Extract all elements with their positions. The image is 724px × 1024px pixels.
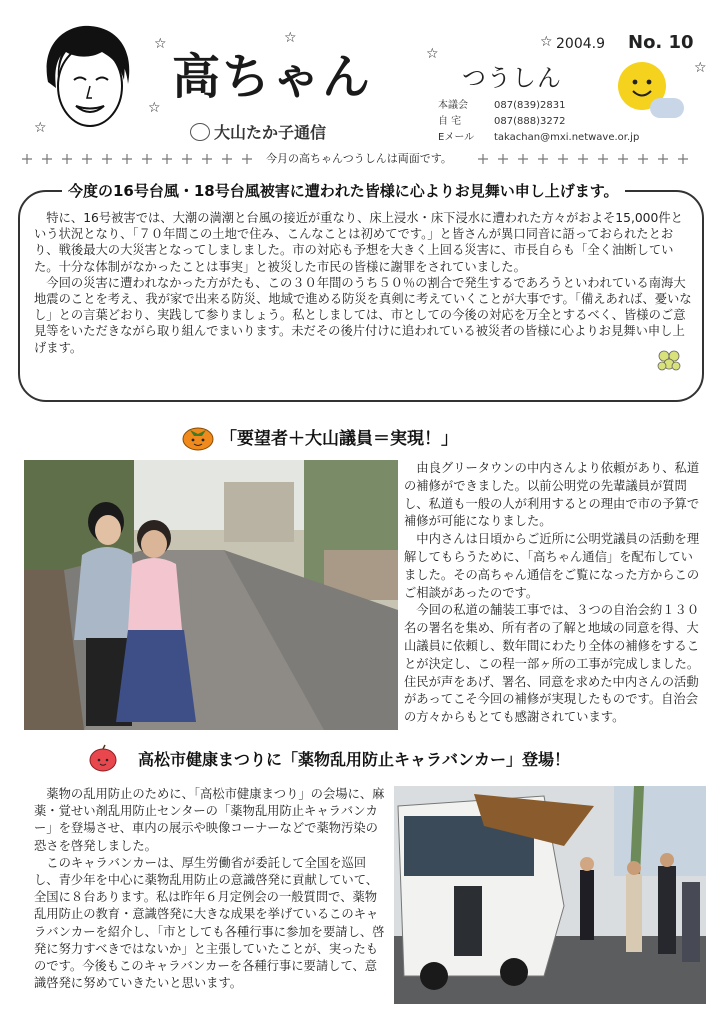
fruit-icon <box>190 123 210 141</box>
section-heading-caravan: 高松市健康まつりに「薬物乱用防止キャラバンカー」登場！ <box>138 750 571 769</box>
decorative-border <box>476 152 708 166</box>
sympathy-title: 今度の16号台風・18号台風被害に遭われた皆様に心よりお見舞い申し上げます。 <box>62 180 625 201</box>
decorative-border <box>20 152 260 166</box>
star-icon: ☆ <box>148 100 161 116</box>
newsletter-title: 高ちゃん <box>172 49 373 105</box>
cloud-icon <box>650 98 684 118</box>
paragraph: 由良グリータウンの中内さんより依頼があり、私道の補修ができました。以前公明党の先輩議員が質問し、私道も一般の人が利用するとの理由で市の予算で補修が可能になりました。 <box>404 461 700 529</box>
paragraph: このキャラバンカーは、厚生労働省が委託して全国を巡回し、青少年を中心に薬物乱用防止の意識啓発に貢献していて、全国に８台あります。私は昨年６月定例会の一般質問で、薬物乱用防止の教育・意識啓発に大きな成果を挙げているこのキャラバンカーを紹介し、「市としても各種行事に参加を要請し、啓発に努力すべきではないか」と主張していたことが、実ったものです。今後もこのキャラバンカーを各種行事に要請して、意識啓発に努めていきたいと思います。 <box>34 855 385 991</box>
email-address: takachan@mxi.netwave.or.jp <box>494 132 640 143</box>
issue-number: No. 10 <box>628 32 694 53</box>
issue-date: 2004.9 <box>556 36 605 52</box>
star-icon: ☆ <box>426 46 439 62</box>
persimmon-icon <box>180 422 216 452</box>
paragraph: 今回の災害に遭われなかった方がたも、この３０年間のうち５０％の割合で発生するであろうといわれている南海大地震のことを考え、我が家で出来る防災、地域で進める防災を真剣に考えていくことが大事です。「備えあれば、憂いなし」との言葉どおり、実践して参りましょう。私としましては、市としての今後の対応を万全とするべく、皆様のご意見等をいただきながら取り組んでまいります。未だその後片付けに追われている被災者の皆様に心よりお見舞い申し上げます。 <box>34 275 692 355</box>
star-icon: ☆ <box>540 34 553 50</box>
section-heading-request: 「要望者＋大山議員＝実現！」 <box>220 429 458 449</box>
contact-label: 自 宅 <box>438 116 462 127</box>
street-photo <box>24 460 398 730</box>
star-icon: ☆ <box>34 120 47 136</box>
newsletter-name <box>190 120 326 143</box>
home-phone: 087(888)3272 <box>494 116 566 127</box>
notice-text: 今月の高ちゃんつうしんは両面です。 <box>266 152 452 165</box>
grapes-icon <box>654 346 684 376</box>
photo-image <box>394 786 706 1004</box>
section-request-text <box>404 460 704 727</box>
star-icon: ☆ <box>694 60 707 76</box>
contact-label: Eメール <box>438 132 475 143</box>
office-phone: 087(839)2831 <box>494 100 566 111</box>
contact-label: 本議会 <box>438 100 468 111</box>
star-icon: ☆ <box>284 30 297 46</box>
paragraph: 今回の私道の舗装工事では、３つの自治会約１３０名の署名を集め、所有者の了解と地域の同意を得、大山議員に依頼し、数年間にわたり全体の補修をすることが決定し、この程一部ヶ所の工事が完成しました。住民が声をあげ、署名、同意を求めた中内さんの活動があってこそ今回の補修が実現したものです。自治会の方々からもとても感謝されています。 <box>404 603 700 725</box>
section-caravan-text <box>34 786 386 992</box>
newsletter-subtitle: つうしん <box>462 64 562 92</box>
sympathy-body <box>34 210 692 356</box>
paragraph: 特に、16号被害では、大潮の満潮と台風の接近が重なり、床上浸水・床下浸水に遭われた方々がおよそ15,000件という状況となり、「７０年間この土地で住み、こんなことは初めてです。」と皆さんが異口同音に語っておられたとおり、戦後最大の大災害となってしましました。市の対応も予想を大きく上回る災害に、市長自らも「全く油断していた。十分な体制がなかったことは事実」と被災した市民の皆様に謝罪をされていました。 <box>34 211 683 274</box>
contact-row <box>438 98 639 114</box>
contact-row <box>438 114 639 130</box>
contact-info <box>438 98 639 146</box>
portrait-illustration <box>38 22 136 134</box>
caravan-car-photo <box>394 786 706 1004</box>
contact-row <box>438 130 639 146</box>
apple-icon <box>88 744 118 772</box>
paragraph: 薬物の乱用防止のために、「高松市健康まつり」の会場に、麻薬・覚せい剤乱用防止センターの「薬物乱用防止キャラバンカー」を登場させ、車内の展示や映像コーナーなどで薬物汚染の恐さを啓発しました。 <box>34 787 385 853</box>
newsletter-name-text: 大山たか子通信 <box>214 123 327 142</box>
paragraph: 中内さんは日頃からご近所に公明党議員の活動を理解してもらうために、「高ちゃん通信」を配布していました。その高ちゃん通信をご覧になった方からこのご相談があったのです。 <box>404 532 700 600</box>
photo-image <box>24 460 398 730</box>
star-icon: ☆ <box>154 36 167 52</box>
